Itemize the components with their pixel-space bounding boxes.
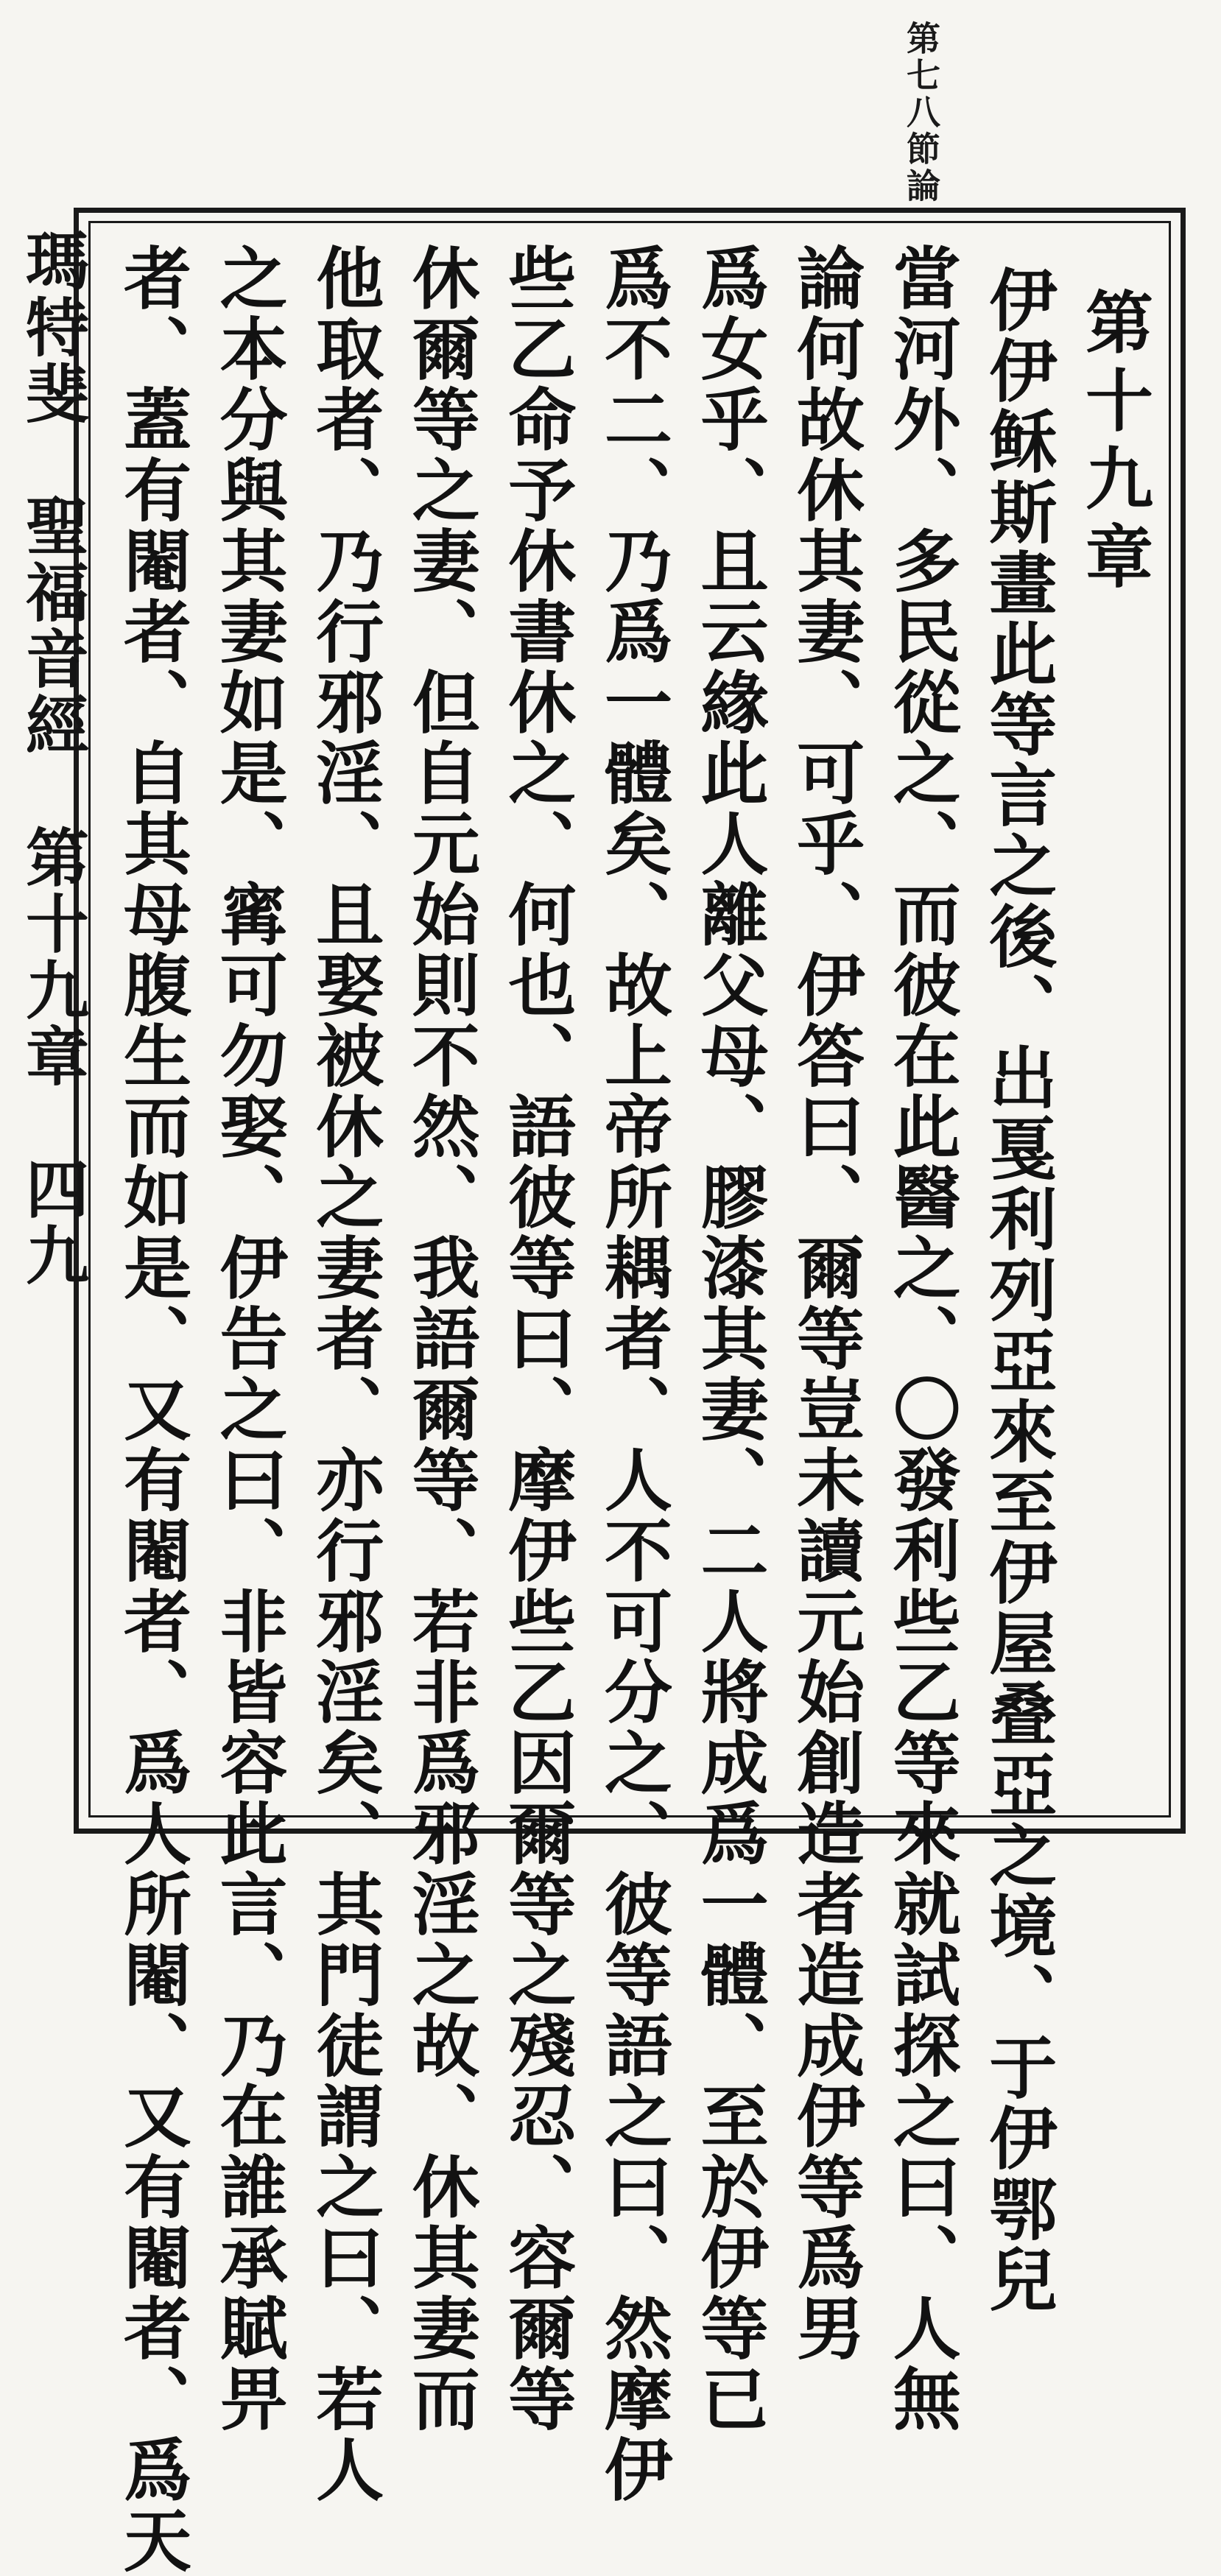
text-column-1: 伊伊稣斯畫此等言之後、出戛利列亞來至伊屋叠亞之境、于伊鄂兒	[978, 265, 1058, 2315]
chapter-title: 第十九章	[1074, 287, 1154, 599]
running-head: 第七八節論	[901, 21, 941, 205]
text-column-6: 些乙命予休書休之、何也、語彼等曰、摩伊些乙因爾等之殘忍、容爾等	[497, 243, 577, 2435]
text-column-8: 他取者、乃行邪淫、且娶被休之妻者、亦行邪淫矣、其門徒謂之曰、若人	[305, 243, 385, 2505]
text-column-4: 爲女乎、且云緣此人離父母、膠漆其妻、二人將成爲一體、至於伊等已	[689, 243, 770, 2435]
text-column-2: 當河外、多民從之、而彼在此醫之、〇發利些乙等來就試探之曰、人無	[882, 243, 962, 2435]
margin-title: 瑪特斐 聖福音經 第十九章 四九	[15, 228, 89, 1289]
text-column-10: 者、蓋有閹者、自其母腹生而如是、又有閹者、爲人所閹、又有閹者、爲天	[113, 243, 192, 2576]
text-block	[110, 243, 1156, 2576]
text-column-3: 論何故休其妻、可乎、伊答曰、爾等豈未讀元始創造者造成伊等爲男	[786, 243, 866, 2364]
text-column-9: 之本分與其妻如是、寗可勿娶、伊告之曰、非皆容此言、乃在誰承賦畀	[208, 243, 289, 2435]
text-column-7: 休爾等之妻、但自元始則不然、我語爾等、若非爲邪淫之故、休其妻而	[401, 243, 481, 2435]
text-column-5: 爲不二、乃爲一體矣、故上帝所耦者、人不可分之、彼等語之曰、然摩伊	[593, 243, 673, 2505]
